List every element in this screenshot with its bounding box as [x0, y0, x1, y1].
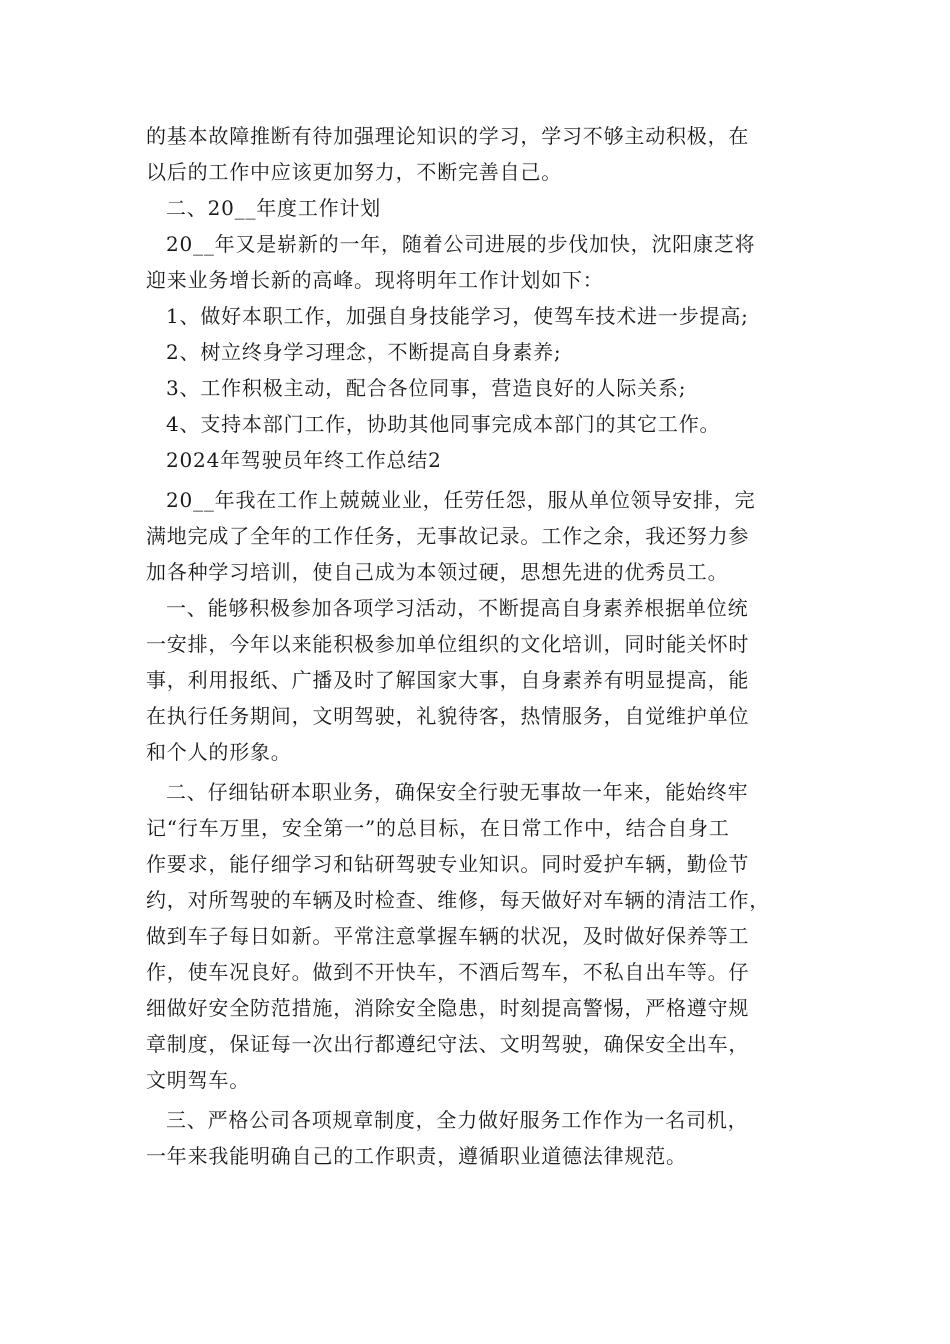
- list-item: 1、做好本职工作，加强自身技能学习，使驾车技术进一步提高;: [166, 304, 749, 328]
- paragraph-line: 约，对所驾驶的车辆及时检查、维修，每天做好对车辆的清洁工作，: [146, 888, 770, 912]
- paragraph-line: 作，使车况良好。做到不开快车，不酒后驾车，不私自出车等。仔: [146, 960, 750, 984]
- paragraph-line: 的基本故障推断有待加强理论知识的学习，学习不够主动积极，在: [146, 124, 750, 148]
- paragraph-line: 和个人的形象。: [146, 740, 292, 764]
- paragraph-line: 满地完成了全年的工作任务，无事故记录。工作之余，我还努力参: [146, 524, 750, 548]
- paragraph-line: 一安排，今年以来能积极参加单位组织的文化培训，同时能关怀时: [146, 632, 750, 656]
- paragraph-line: 20__年我在工作上兢兢业业，任劳任怨，服从单位领导安排，完: [166, 488, 756, 512]
- list-item: 3、工作积极主动，配合各位同事，营造良好的人际关系;: [166, 376, 687, 400]
- list-item: 2、树立终身学习理念，不断提高自身素养;: [166, 340, 562, 364]
- section-heading: 二、20__年度工作计划: [166, 196, 382, 220]
- paragraph-line: 文明驾车。: [146, 1068, 250, 1092]
- paragraph-line: 以后的工作中应该更加努力，不断完善自己。: [146, 160, 562, 184]
- paragraph-line: 加各种学习培训，使自己成为本领过硬，思想先进的优秀员工。: [146, 560, 729, 584]
- paragraph-line: 在执行任务期间，文明驾驶，礼貌待客，热情服务，自觉维护单位: [146, 704, 750, 728]
- paragraph-line: 迎来业务增长新的高峰。现将明年工作计划如下：: [146, 268, 604, 292]
- section-heading: 2024年驾驶员年终工作总结2: [166, 448, 442, 472]
- paragraph-line: 章制度，保证每一次出行都遵纪守法、文明驾驶，确保安全出车，: [146, 1032, 750, 1056]
- paragraph-line: 事，利用报纸、广播及时了解国家大事，自身素养有明显提高，能: [146, 668, 750, 692]
- list-item: 4、支持本部门工作，协助其他同事完成本部门的其它工作。: [166, 412, 721, 436]
- paragraph-line: 细做好安全防范措施，消除安全隐患，时刻提高警惕，严格遵守规: [146, 996, 750, 1020]
- paragraph-line: 一、能够积极参加各项学习活动，不断提高自身素养根据单位统: [166, 596, 749, 620]
- paragraph-line: 做到车子每日如新。平常注意掌握车辆的状况，及时做好保养等工: [146, 924, 750, 948]
- paragraph-line: 一年来我能明确自己的工作职责，遵循职业道德法律规范。: [146, 1144, 687, 1168]
- paragraph-line: 20__年又是崭新的一年，随着公司进展的步伐加快，沈阳康芝将: [166, 232, 756, 256]
- paragraph-line: 记“行车万里，安全第一”的总目标，在日常工作中，结合自身工: [146, 816, 730, 840]
- paragraph-line: 三、严格公司各项规章制度，全力做好服务工作作为一名司机，: [166, 1108, 749, 1132]
- paragraph-line: 作要求，能仔细学习和钻研驾驶专业知识。同时爱护车辆，勤俭节: [146, 852, 750, 876]
- paragraph-line: 二、仔细钻研本职业务，确保安全行驶无事故一年来，能始终牢: [166, 780, 749, 804]
- document-body: [146, 118, 816, 1174]
